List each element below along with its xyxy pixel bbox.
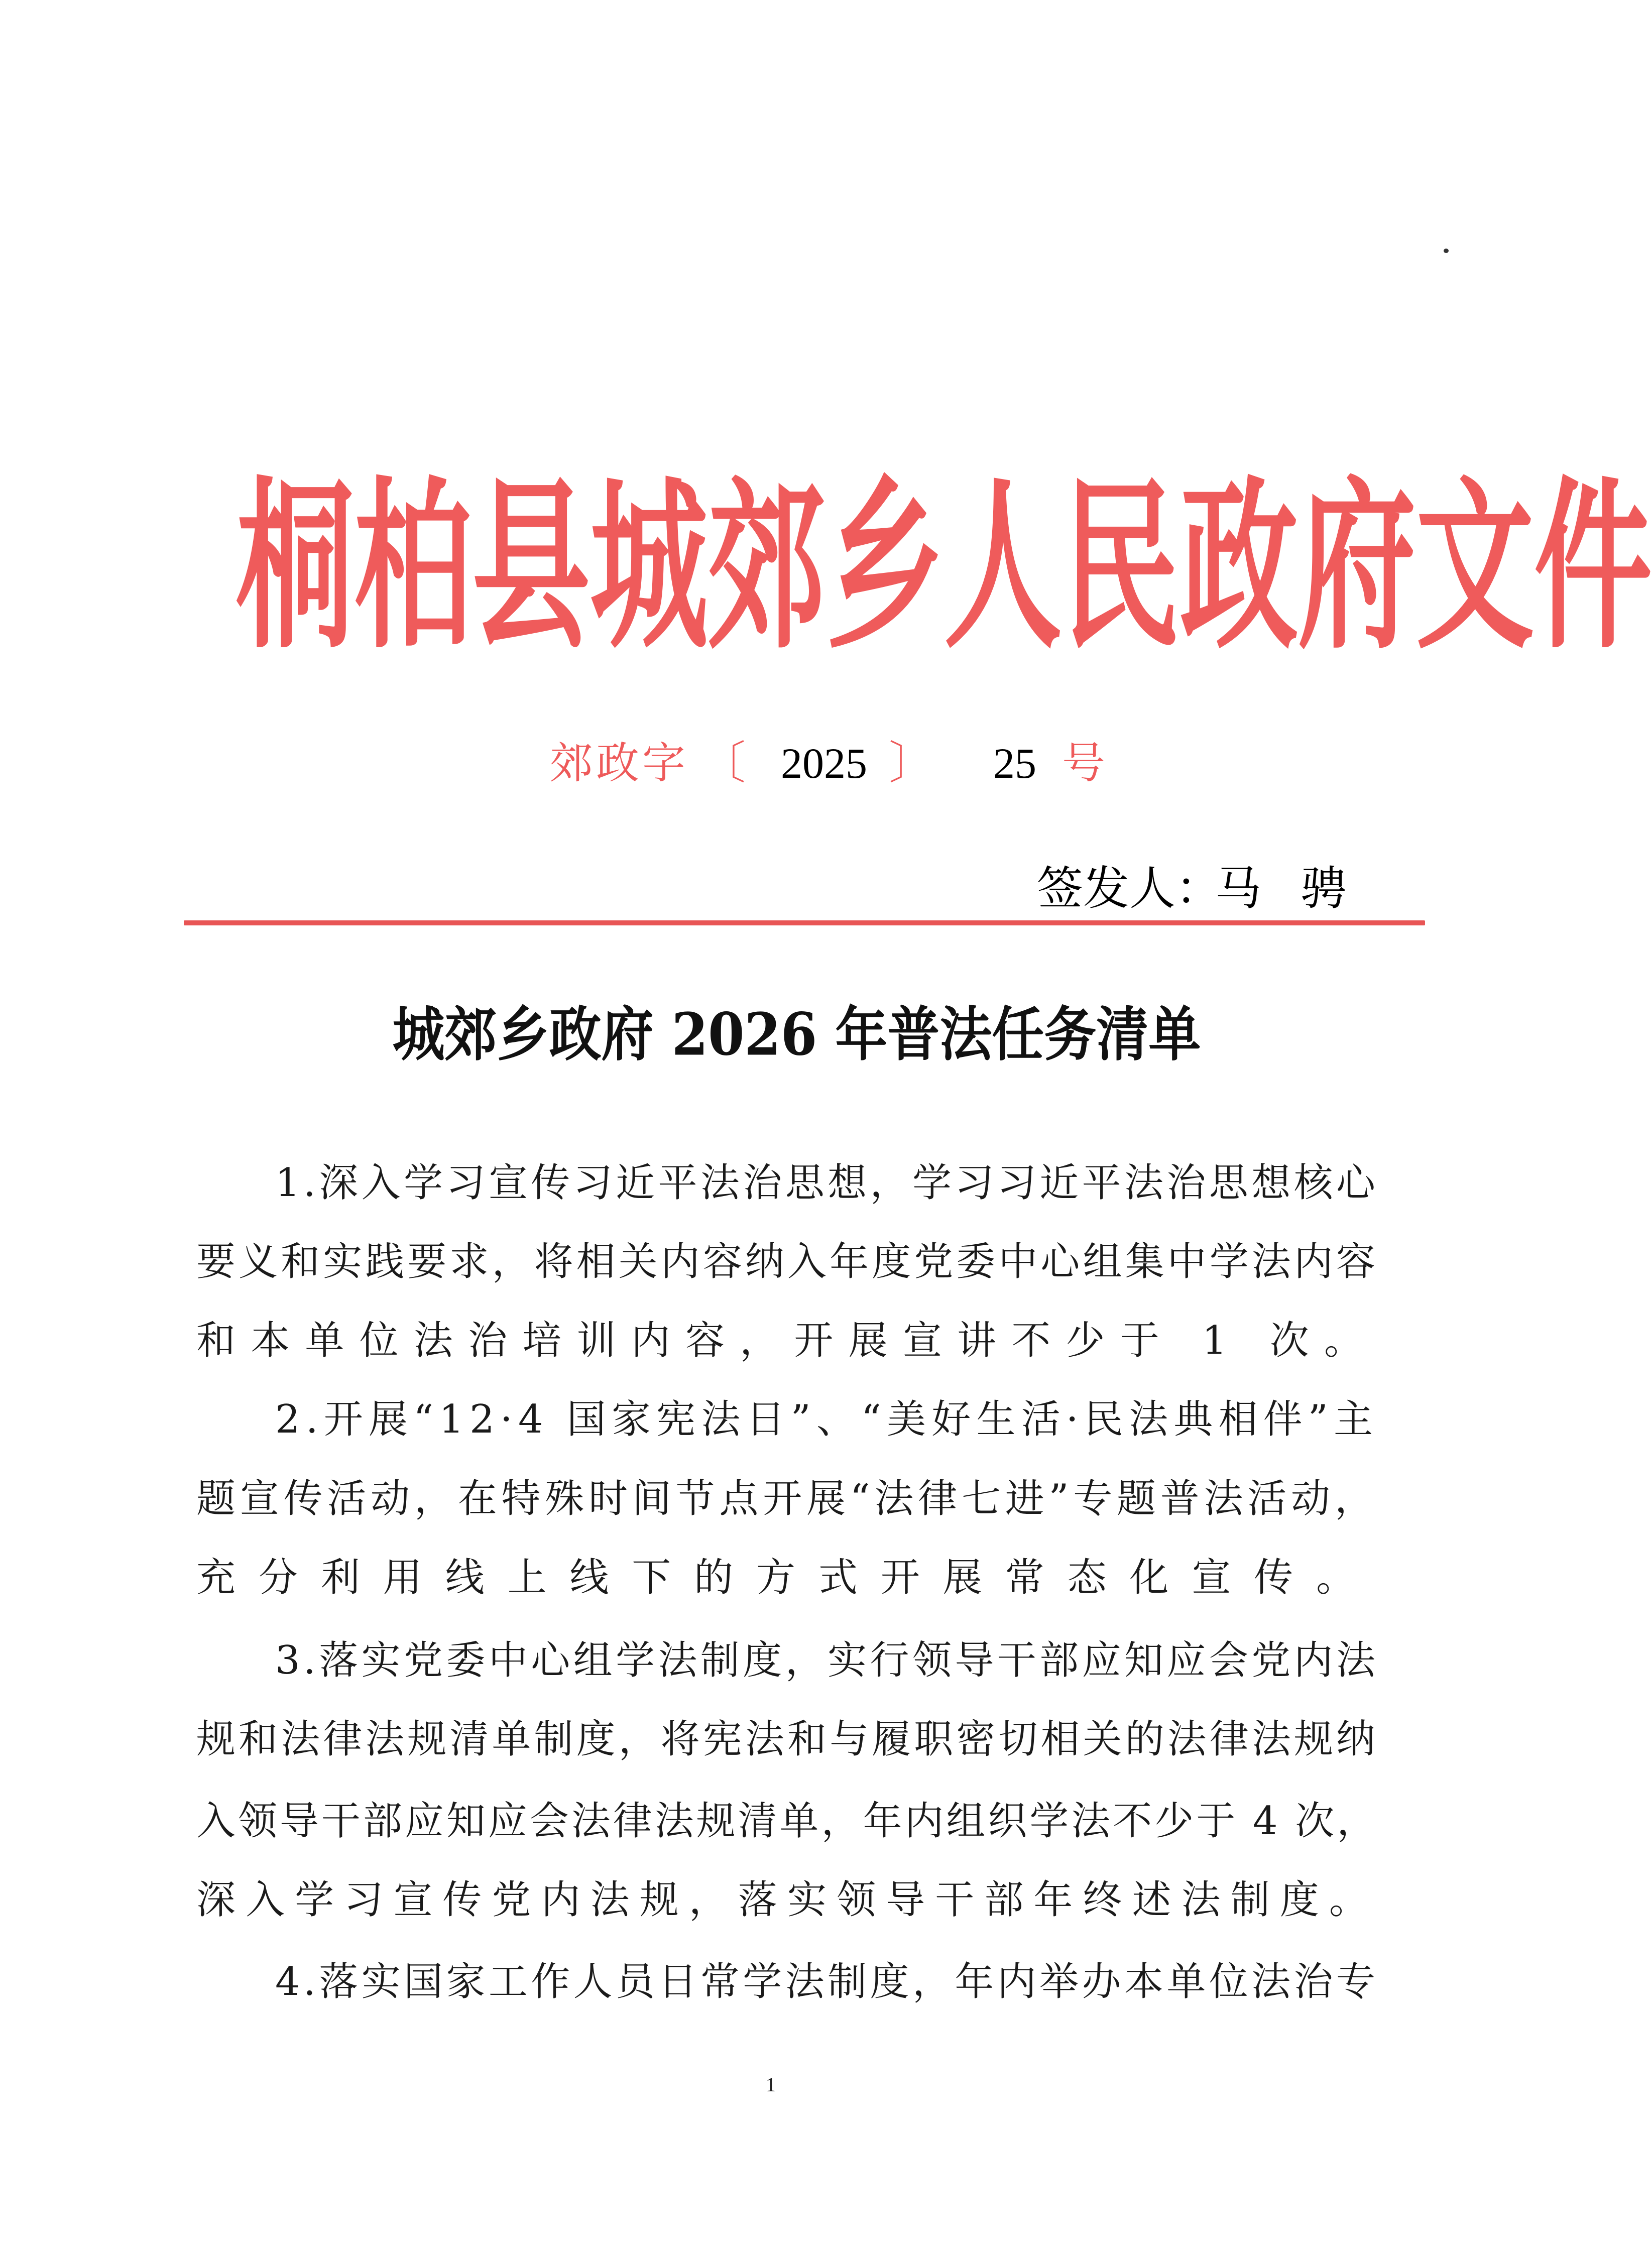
masthead-char: 政 bbox=[1180, 461, 1298, 674]
masthead-char: 城 bbox=[590, 461, 708, 674]
masthead-char: 郊 bbox=[708, 461, 826, 674]
body-line: 充分利用线上线下的方式开展常态化宣传。 bbox=[196, 1555, 1379, 1600]
red-divider-rule bbox=[184, 920, 1425, 925]
document-title: 城郊乡政府 2026 年普法任务清单 bbox=[392, 999, 1201, 1069]
doc-number-close-bracket: 〕 bbox=[889, 737, 934, 789]
body-line: 入领导干部应知应会法律法规清单，年内组织学法不少于 4 次， bbox=[196, 1799, 1379, 1844]
masthead-char: 柏 bbox=[354, 461, 472, 674]
doc-number-open-bracket: 〔 bbox=[700, 737, 746, 789]
body-line: 和本单位法治培训内容，开展宣讲不少于 1 次。 bbox=[196, 1318, 1379, 1363]
scan-speck bbox=[1444, 249, 1449, 253]
page-number: 1 bbox=[766, 2073, 776, 2096]
masthead-char: 人 bbox=[944, 461, 1062, 674]
body-line: 4.落实国家工作人员日常学法制度，年内举办本单位法治专 bbox=[275, 1959, 1379, 2004]
masthead-char: 件 bbox=[1534, 461, 1652, 674]
signer-label: 签发人： bbox=[1037, 863, 1222, 914]
signer-name-part1: 马 bbox=[1215, 863, 1262, 914]
body-line: 深入学习宣传党内法规，落实领导干部年终述法制度。 bbox=[196, 1877, 1379, 1923]
masthead-char: 府 bbox=[1298, 461, 1416, 674]
masthead-title bbox=[236, 461, 1652, 674]
doc-number-suffix: 号 bbox=[1062, 739, 1105, 787]
body-line: 3.落实党委中心组学法制度，实行领导干部应知应会党内法 bbox=[275, 1638, 1379, 1683]
signer-name-part2: 骋 bbox=[1301, 863, 1347, 914]
masthead-char: 民 bbox=[1062, 461, 1180, 674]
body-line: 规和法律法规清单制度，将宪法和与履职密切相关的法律法规纳 bbox=[196, 1717, 1379, 1762]
body-line: 题宣传活动，在特殊时间节点开展“法律七进”专题普法活动， bbox=[196, 1476, 1378, 1521]
masthead-char: 乡 bbox=[826, 461, 944, 674]
masthead-char: 桐 bbox=[236, 461, 354, 674]
body-line: 2.开展“12·4 国家宪法日”、“美好生活·民法典相伴”主 bbox=[275, 1397, 1379, 1442]
doc-number-year: 2025 bbox=[781, 739, 867, 787]
body-line: 1.深入学习宣传习近平法治思想，学习习近平法治思想核心 bbox=[275, 1160, 1379, 1206]
doc-number-serial: 25 bbox=[993, 739, 1036, 787]
masthead-char: 文 bbox=[1416, 461, 1534, 674]
doc-number-prefix: 郊政字 bbox=[550, 739, 688, 787]
masthead-char: 县 bbox=[472, 461, 590, 674]
body-line: 要义和实践要求，将相关内容纳入年度党委中心组集中学法内容 bbox=[196, 1239, 1379, 1284]
